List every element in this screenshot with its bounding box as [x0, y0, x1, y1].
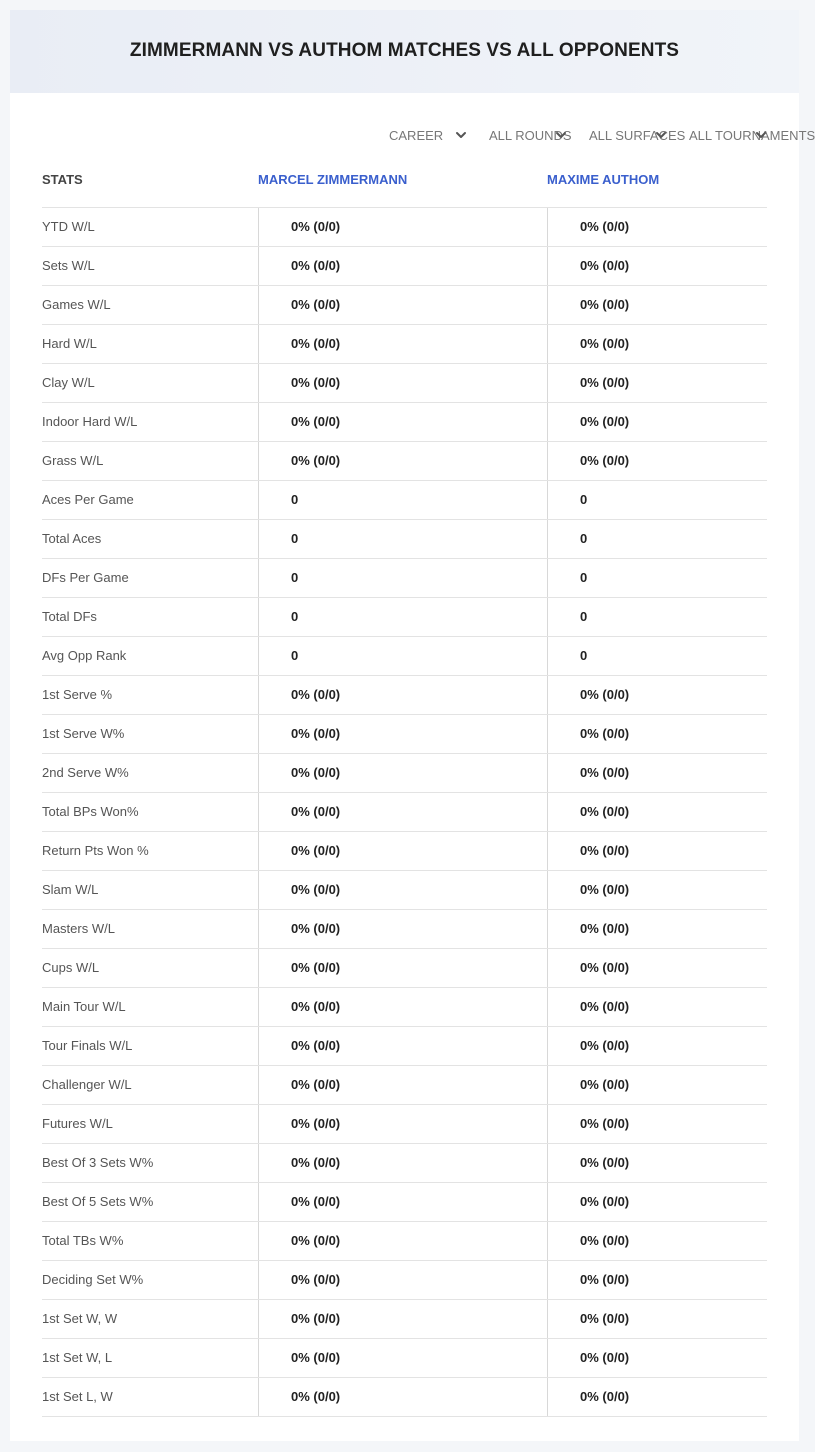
- stat-name: Slam W/L: [42, 882, 99, 897]
- player2-value: 0% (0/0): [547, 676, 767, 714]
- filter-label: ALL ROUNDS: [489, 127, 572, 143]
- table-row: [42, 637, 767, 676]
- table-row: [42, 442, 767, 481]
- table-row: [42, 364, 767, 403]
- player2-value: 0% (0/0): [547, 1339, 767, 1377]
- stat-name: Total BPs Won%: [42, 804, 139, 819]
- player1-value: 0% (0/0): [258, 247, 547, 285]
- player1-value: 0% (0/0): [258, 1105, 547, 1143]
- player2-value: 0% (0/0): [547, 1066, 767, 1104]
- stat-name: 1st Set L, W: [42, 1389, 113, 1404]
- player1-value: 0% (0/0): [258, 871, 547, 909]
- stat-name: Indoor Hard W/L: [42, 414, 138, 429]
- player2-value: 0: [547, 481, 767, 519]
- table-row: [42, 871, 767, 910]
- player1-value: 0% (0/0): [258, 1222, 547, 1260]
- table-row: [42, 715, 767, 754]
- stat-name: Aces Per Game: [42, 492, 134, 507]
- player1-value: 0: [258, 481, 547, 519]
- stat-name: Total TBs W%: [42, 1233, 124, 1248]
- table-row: [42, 403, 767, 442]
- player1-link[interactable]: MARCEL ZIMMERMANN: [258, 172, 408, 187]
- player1-value: 0% (0/0): [258, 442, 547, 480]
- player1-value: 0: [258, 559, 547, 597]
- stat-name: Total Aces: [42, 531, 102, 546]
- table-row: [42, 988, 767, 1027]
- player2-value: 0% (0/0): [547, 1144, 767, 1182]
- stat-name: Return Pts Won %: [42, 843, 149, 858]
- player2-value: 0% (0/0): [547, 793, 767, 831]
- player2-value: 0% (0/0): [547, 286, 767, 324]
- stat-name: 1st Set W, L: [42, 1350, 113, 1365]
- player1-value: 0% (0/0): [258, 793, 547, 831]
- player1-value: 0% (0/0): [258, 1378, 547, 1416]
- player2-value: 0% (0/0): [547, 832, 767, 870]
- surfaces-filter-select[interactable]: [579, 126, 686, 144]
- player2-value: 0% (0/0): [547, 403, 767, 441]
- stat-name: Hard W/L: [42, 336, 97, 351]
- player1-value: 0% (0/0): [258, 832, 547, 870]
- player2-value: 0% (0/0): [547, 1105, 767, 1143]
- table-row: [42, 1105, 767, 1144]
- stat-name: Avg Opp Rank: [42, 648, 127, 663]
- period-filter-select[interactable]: [379, 126, 469, 144]
- player2-value: 0: [547, 637, 767, 675]
- stat-name: 2nd Serve W%: [42, 765, 129, 780]
- player1-value: 0% (0/0): [258, 1066, 547, 1104]
- player2-value: 0% (0/0): [547, 1378, 767, 1416]
- player1-value: 0: [258, 520, 547, 558]
- player1-value: 0% (0/0): [258, 754, 547, 792]
- rounds-filter-select[interactable]: [479, 126, 572, 144]
- stat-name: Sets W/L: [42, 258, 95, 273]
- player2-value: 0% (0/0): [547, 208, 767, 246]
- table-row: [42, 910, 767, 949]
- stat-name: Tour Finals W/L: [42, 1038, 133, 1053]
- table-row: [42, 598, 767, 637]
- table-row: [42, 520, 767, 559]
- filter-label: CAREER: [389, 127, 444, 143]
- player2-value: 0% (0/0): [547, 1027, 767, 1065]
- table-row: [42, 676, 767, 715]
- page-title: ZIMMERMANN VS AUTHOM MATCHES VS ALL OPPONENTS: [129, 39, 680, 61]
- stats-table-body: [42, 207, 767, 1417]
- table-row: [42, 1378, 767, 1417]
- table-row: [42, 1222, 767, 1261]
- table-row: [42, 1027, 767, 1066]
- player2-value: 0% (0/0): [547, 949, 767, 987]
- table-row: [42, 559, 767, 598]
- player1-value: 0% (0/0): [258, 1339, 547, 1377]
- stat-name: Main Tour W/L: [42, 999, 126, 1014]
- player1-value: 0% (0/0): [258, 208, 547, 246]
- stat-name: Total DFs: [42, 609, 97, 624]
- player2-value: 0% (0/0): [547, 871, 767, 909]
- tournaments-filter-select[interactable]: [679, 126, 815, 144]
- stat-name: 1st Serve W%: [42, 726, 125, 741]
- stat-name: 1st Set W, W: [42, 1311, 118, 1326]
- stat-name: Clay W/L: [42, 375, 95, 390]
- stats-column-header: STATS: [42, 172, 83, 187]
- player2-value: 0% (0/0): [547, 325, 767, 363]
- table-row: [42, 949, 767, 988]
- player2-value: 0: [547, 520, 767, 558]
- player2-value: 0% (0/0): [547, 247, 767, 285]
- page-header: [10, 10, 799, 93]
- table-row: [42, 793, 767, 832]
- player2-value: 0% (0/0): [547, 988, 767, 1026]
- player1-value: 0% (0/0): [258, 1300, 547, 1338]
- table-row: [42, 325, 767, 364]
- player2-value: 0% (0/0): [547, 910, 767, 948]
- filter-label: ALL SURFACES: [589, 127, 686, 143]
- table-row: [42, 1261, 767, 1300]
- player1-value: 0% (0/0): [258, 715, 547, 753]
- stat-name: Challenger W/L: [42, 1077, 132, 1092]
- player1-value: 0% (0/0): [258, 676, 547, 714]
- player1-value: 0% (0/0): [258, 364, 547, 402]
- chevron-down-icon: [755, 129, 767, 141]
- stats-card: [10, 10, 815, 1441]
- player1-value: 0: [258, 637, 547, 675]
- stat-name: Futures W/L: [42, 1116, 113, 1131]
- stat-name: Best Of 3 Sets W%: [42, 1155, 154, 1170]
- player2-value: 0: [547, 559, 767, 597]
- player2-value: 0% (0/0): [547, 1222, 767, 1260]
- stat-name: 1st Serve %: [42, 687, 113, 702]
- player1-value: 0% (0/0): [258, 949, 547, 987]
- stat-name: Cups W/L: [42, 960, 100, 975]
- player1-value: 0% (0/0): [258, 910, 547, 948]
- stat-name: YTD W/L: [42, 219, 95, 234]
- table-row: [42, 1066, 767, 1105]
- table-row: [42, 208, 767, 247]
- table-row: [42, 754, 767, 793]
- player2-value: 0% (0/0): [547, 1183, 767, 1221]
- table-row: [42, 247, 767, 286]
- player1-value: 0% (0/0): [258, 403, 547, 441]
- table-row: [42, 1300, 767, 1339]
- player1-value: 0: [258, 598, 547, 636]
- player2-value: 0% (0/0): [547, 1300, 767, 1338]
- stat-name: DFs Per Game: [42, 570, 129, 585]
- table-row: [42, 481, 767, 520]
- chevron-down-icon: [455, 129, 467, 141]
- player1-value: 0% (0/0): [258, 988, 547, 1026]
- player2-value: 0% (0/0): [547, 442, 767, 480]
- stat-name: Masters W/L: [42, 921, 115, 936]
- player1-value: 0% (0/0): [258, 1261, 547, 1299]
- stat-name: Games W/L: [42, 297, 111, 312]
- player2-value: 0% (0/0): [547, 1261, 767, 1299]
- stat-name: Grass W/L: [42, 453, 104, 468]
- player1-value: 0% (0/0): [258, 1027, 547, 1065]
- table-row: [42, 286, 767, 325]
- player2-value: 0% (0/0): [547, 754, 767, 792]
- stat-name: Best Of 5 Sets W%: [42, 1194, 154, 1209]
- filter-bar: [379, 126, 815, 144]
- table-row: [42, 1144, 767, 1183]
- player2-value: 0% (0/0): [547, 364, 767, 402]
- table-header: [42, 170, 767, 207]
- table-row: [42, 832, 767, 871]
- player2-value: 0: [547, 598, 767, 636]
- chevron-down-icon: [655, 129, 667, 141]
- chevron-down-icon: [555, 129, 567, 141]
- player2-value: 0% (0/0): [547, 715, 767, 753]
- player1-value: 0% (0/0): [258, 286, 547, 324]
- table-row: [42, 1183, 767, 1222]
- stat-name: Deciding Set W%: [42, 1272, 144, 1287]
- player1-value: 0% (0/0): [258, 325, 547, 363]
- player1-value: 0% (0/0): [258, 1183, 547, 1221]
- table-row: [42, 1339, 767, 1378]
- player1-value: 0% (0/0): [258, 1144, 547, 1182]
- filter-label: ALL TOURNAMENTS: [689, 127, 815, 143]
- player2-link[interactable]: MAXIME AUTHOM: [547, 172, 660, 187]
